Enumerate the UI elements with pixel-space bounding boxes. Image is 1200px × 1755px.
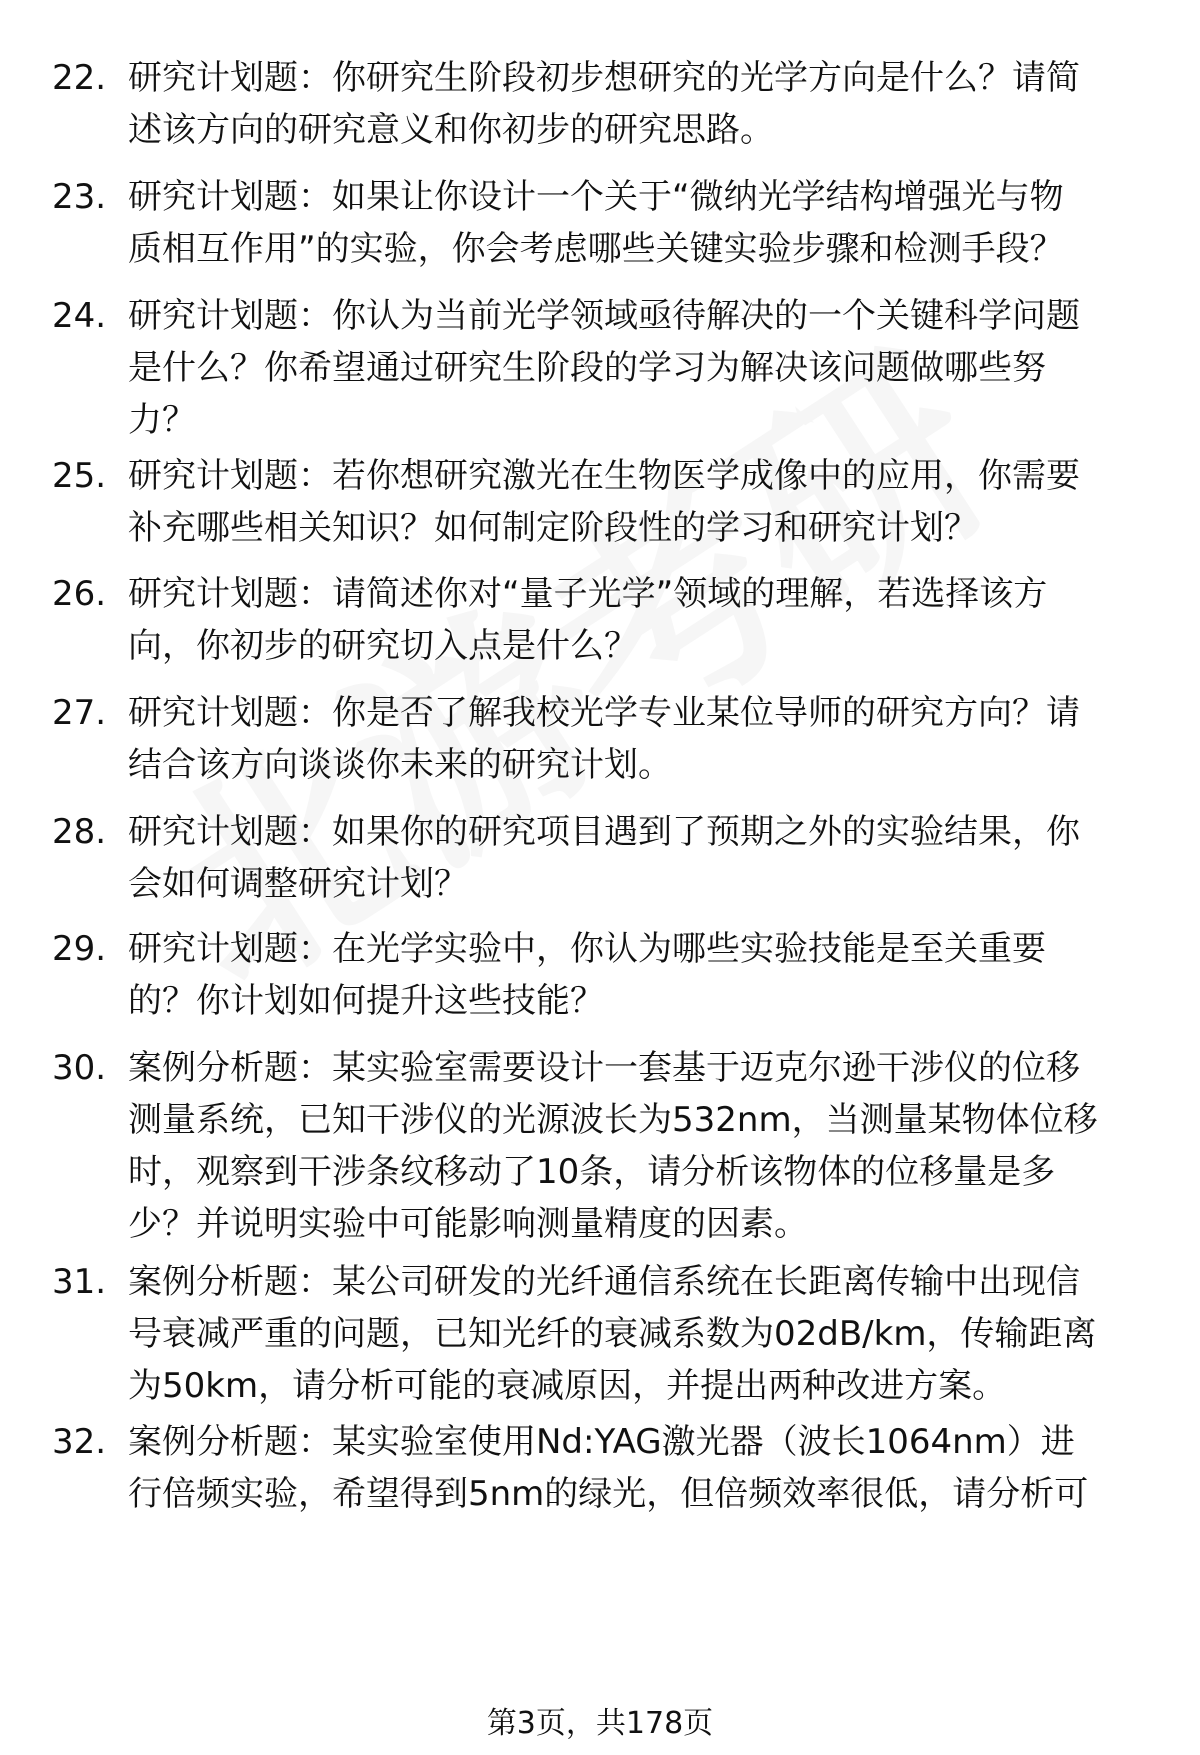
question-text: 研究计划题：你认为当前光学领域亟待解决的一个关键科学问题 是什么？你希望通过研究生阶段的学习为解决该问题做哪些努 力？ <box>128 296 1080 440</box>
question-text: 研究计划题：如果你的研究项目遇到了预期之外的实验结果，你 会如何调整研究计划？ <box>128 812 1080 904</box>
page-footer: 第3页，共178页 <box>486 1706 714 1741</box>
question-number: 29. <box>52 929 107 969</box>
question-number: 26. <box>52 574 107 614</box>
question-number: 32. <box>52 1422 107 1462</box>
question-text: 研究计划题：如果让你设计一个关于“微纳光学结构增强光与物 质相互作用”的实验，你会考虑哪些关键实验步骤和检测手段？ <box>128 177 1064 269</box>
question-item <box>52 806 1152 910</box>
question-number: 30. <box>52 1048 107 1088</box>
question-text: 研究计划题：请简述你对“量子光学”领域的理解，若选择该方 向，你初步的研究切入点是什么？ <box>128 574 1048 666</box>
question-text: 案例分析题：某公司研发的光纤通信系统在长距离传输中出现信 号衰减严重的问题，已知光纤的衰减系数为02dB/km，传输距离 为50km，请分析可能的衰减原因，并提出两种改进方案。 <box>128 1262 1097 1406</box>
question-item <box>52 450 1152 554</box>
question-item <box>52 568 1152 672</box>
question-number: 28. <box>52 812 107 852</box>
question-text: 案例分析题：某实验室使用Nd:YAG激光器（波长1064nm）进 行倍频实验，希望得到5nm的绿光，但倍频效率很低，请分析可 <box>128 1422 1089 1514</box>
question-item <box>52 290 1152 446</box>
question-number: 25. <box>52 456 107 496</box>
question-number: 24. <box>52 296 107 336</box>
question-number: 27. <box>52 693 107 733</box>
question-item <box>52 1256 1152 1412</box>
question-number: 22. <box>52 58 107 98</box>
question-text: 研究计划题：若你想研究激光在生物医学成像中的应用，你需要 补充哪些相关知识？如何制定阶段性的学习和研究计划？ <box>128 456 1080 548</box>
question-item <box>52 1042 1152 1250</box>
question-text: 研究计划题：你是否了解我校光学专业某位导师的研究方向？请 结合该方向谈谈你未来的研究计划。 <box>128 693 1080 785</box>
question-item <box>52 687 1152 791</box>
question-item <box>52 1416 1152 1520</box>
question-text: 研究计划题：你研究生阶段初步想研究的光学方向是什么？请简 述该方向的研究意义和你初步的研究思路。 <box>128 58 1080 150</box>
question-item <box>52 923 1152 1027</box>
question-item <box>52 171 1152 275</box>
question-text: 案例分析题：某实验室需要设计一套基于迈克尔逊干涉仪的位移 测量系统，已知干涉仪的光源波长为532nm，当测量某物体位移 时，观察到干涉条纹移动了10条，请分析该物体的位移量是多 少？并说明实验中可能影响测量精度的因素。 <box>128 1048 1098 1244</box>
question-number: 23. <box>52 177 107 217</box>
question-item <box>52 52 1152 156</box>
question-text: 研究计划题：在光学实验中，你认为哪些实验技能是至关重要 的？你计划如何提升这些技能？ <box>128 929 1046 1021</box>
question-number: 31. <box>52 1262 107 1302</box>
